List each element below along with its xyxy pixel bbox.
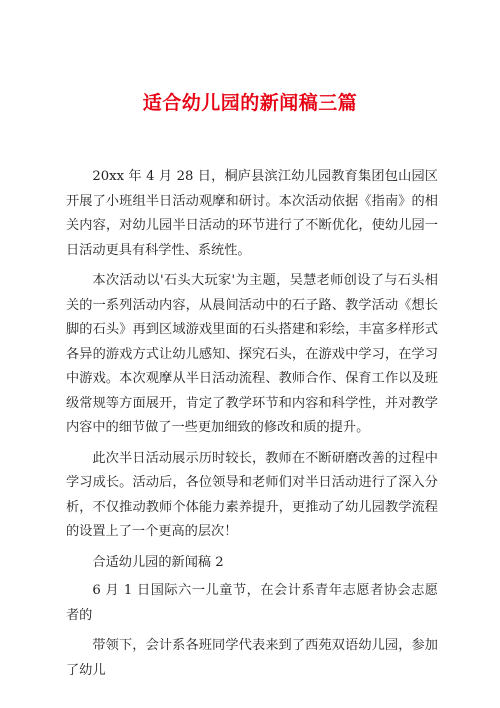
section-2-heading: 合适幼儿园的新闻稿 2 — [92, 554, 224, 570]
section-2-paragraph-line-2: 带领下，会计系各班同学代表来到了西苑双语幼儿园，参加了幼儿 — [66, 638, 438, 678]
paragraph-2: 本次活动以'石头大玩家'为主题，吴慧老师创设了与石头相关的一系列活动内容，从晨间活动中的石子路、教学活动《想长脚的石头》再到区域游戏里面的石头搭建和彩绘，丰富多样形式各异的游戏方式让幼儿感知、探究石头，在游戏中学习，在学习中游戏。本次观摩从半日活动流程、教师合作、保育工作以及班级常规等方面展开，肯定了教学环节和内容和科学性，并对教学内容中的细节做了一些更加细致的修改和质的提升。 — [66, 273, 438, 435]
document-title: 适合幼儿园的新闻稿三篇 — [142, 92, 358, 114]
paragraph-3: 此次半日活动展示历时较长，教师在不断研磨改善的过程中学习成长。活动后，各位领导和老师们对半日活动进行了深入分析，不仅推动教师个体能力素养提升，更推动了幼儿园教学流程的设置上了一个更高的层次！ — [66, 450, 438, 539]
paragraph-1: 20xx 年 4 月 28 日，桐庐县滨江幼儿园教育集团包山园区开展了小班组半日活动观摩和研讨。本次活动依据《指南》的相关内容，对幼儿园半日活动的环节进行了不断优化，使幼儿园一日活动更具有科学性、系统性。 — [66, 169, 438, 258]
section-2-paragraph-line-1: 6 月 1 日国际六一儿童节，在会计系青年志愿者协会志愿者的 — [66, 583, 438, 623]
document-body — [66, 165, 438, 689]
